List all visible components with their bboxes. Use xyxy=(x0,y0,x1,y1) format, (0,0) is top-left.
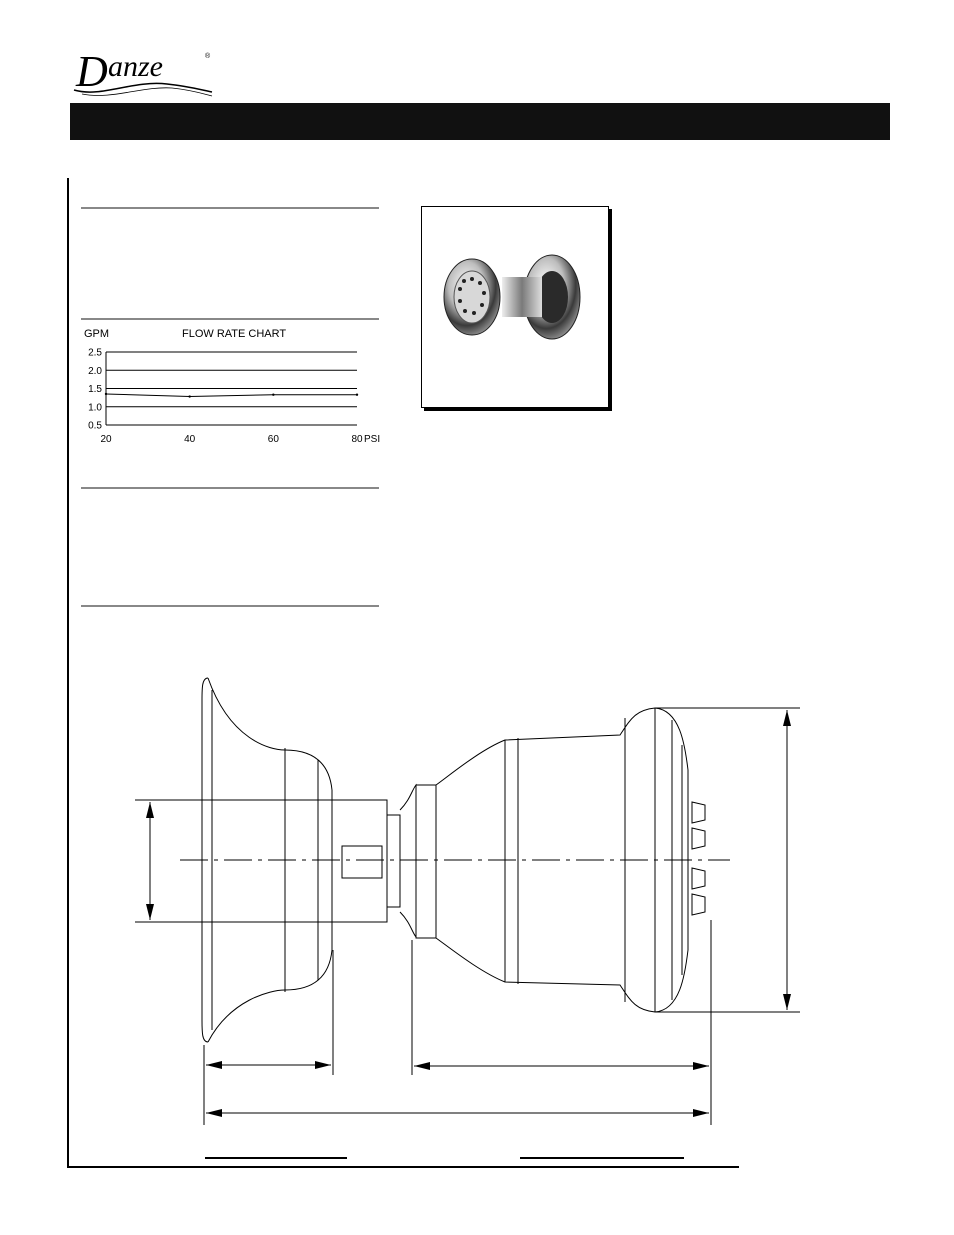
dimension-arrows xyxy=(146,710,791,1117)
chart-grid xyxy=(106,352,357,425)
danze-logo xyxy=(72,40,222,100)
chart-x-ticks xyxy=(100,434,363,445)
section-rule-2 xyxy=(81,318,379,320)
chart-title: FLOW RATE CHART xyxy=(182,328,287,340)
frame-bottom-rule xyxy=(67,1166,739,1168)
chart-y-tick-label: 1.5 xyxy=(88,384,102,395)
chart-x-tick-label: 40 xyxy=(184,434,196,445)
chart-y-tick-label: 2.0 xyxy=(88,365,102,377)
chart-data-point xyxy=(272,394,274,396)
logo-registered-mark: ® xyxy=(205,53,211,60)
chart-y-tick-label: 0.5 xyxy=(88,420,102,432)
chart-y-tick-label: 1.0 xyxy=(88,402,102,414)
frame-left-rule xyxy=(67,178,69,1168)
stem-shape xyxy=(332,800,387,922)
chart-x-tick-label: 20 xyxy=(100,434,112,445)
stem-collar xyxy=(387,815,400,907)
title-bar xyxy=(70,103,890,140)
section-rule-4 xyxy=(81,605,379,607)
chart-xlabel: PSI xyxy=(364,434,381,445)
spray-body-shape xyxy=(502,277,542,317)
logo-letter-d: D xyxy=(76,47,108,96)
body-spray-photo xyxy=(422,207,608,407)
chart-data-point xyxy=(356,394,358,396)
nozzle-group xyxy=(692,802,705,915)
chart-ylabel: GPM xyxy=(84,328,110,340)
stem-slot xyxy=(342,846,382,878)
chart-y-tick-label: 2.5 xyxy=(88,347,102,359)
signature-line-left xyxy=(205,1157,347,1159)
chart-data-point xyxy=(188,395,190,397)
chart-y-ticks xyxy=(88,348,102,432)
flow-rate-chart xyxy=(80,340,390,450)
logo-letters: anze xyxy=(108,50,163,83)
product-photo-frame xyxy=(421,206,609,408)
chart-series-line xyxy=(106,394,357,397)
chart-data-point xyxy=(105,393,107,395)
neck-shape xyxy=(400,785,416,937)
chart-x-tick-label: 60 xyxy=(267,434,279,445)
signature-line-right xyxy=(520,1157,684,1159)
chart-x-tick-label: 80 xyxy=(351,434,363,445)
section-rule-3 xyxy=(81,487,379,489)
section-rule-1 xyxy=(81,207,379,209)
technical-drawing xyxy=(120,660,820,1130)
